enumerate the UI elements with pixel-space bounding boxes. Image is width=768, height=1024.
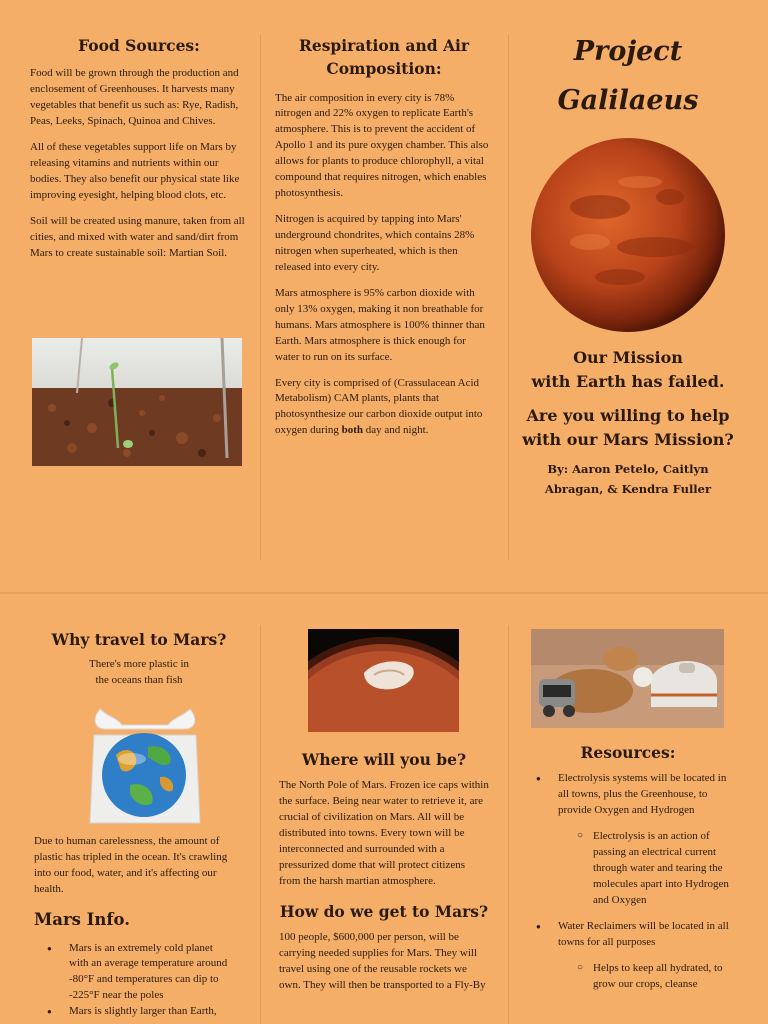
mars-info-list [34,941,234,1021]
how-paragraph: 100 people, $600,000 per person, will be carrying needed supplies for Mars. They will travel using one of the reusable rockets we own. They will then be transported to a Fly-By [279,931,486,991]
resources-sublist [520,961,736,993]
mars-planet-image [530,137,726,333]
air-paragraph: Mars atmosphere is 95% carbon dioxide with only 13% oxygen, making it non breathable for humans. Mars atmosphere is 100% thinner than Earth. Mars atmosphere is thick enough for water to run on its surface. [275,286,485,363]
where-panel [279,748,489,1004]
mars-info-item: ● Mars is an extremely cold planet with an average temperature around -80°F and temperatures can dip to -225°F near the poles [69,941,234,1005]
resources-item: ● Water Reclaimers will be located in all towns for all purposes [558,919,736,951]
food-heading: Food Sources: [78,36,200,55]
resources-list [520,771,736,819]
resources-sublist [520,829,736,909]
question-line: with our Mars Mission? [522,430,734,449]
air-text: Every city is comprised of (Crassulacean Acid Metabolism) CAM plants, plants that photosynthesize our carbon dioxide output into oxygen during [275,376,483,437]
column-divider [260,625,261,1024]
resources-subitem: ○ Electrolysis is an action of passing an electrical current through water and tearing the molecules apart into Hydrogen and Oxygen [593,829,736,909]
resources-item: ● Electrolysis systems will be located in all towns, plus the Greenhouse, to provide Oxygen and Hydrogen [558,771,736,819]
air-paragraph [275,376,493,440]
where-paragraph: The North Pole of Mars. Frozen ice caps within the surface. Being near water to retrieve it, are crucial of civilization on Mars. All will be distributed into towns. Every town will be interconnected and surrounded with a pressurized dome that will protect citizens from the harsh martian atmosphere. [279,779,489,887]
why-panel [34,628,244,689]
seedling-photo [32,338,242,466]
authors-line: Abragan, & Kendra Fuller [544,481,712,496]
air-panel [275,34,493,449]
column-divider [260,35,261,560]
why-body [34,834,234,1020]
resources-subitem: ○ Helps to keep all hydrated, to grow our crops, cleanse [593,961,736,993]
cover-panel [520,28,736,125]
mission-line: Our Mission [573,348,683,367]
question-line: Are you willing to help [526,406,730,425]
food-paragraph: Soil will be created using manure, taken from all cities, and mixed with water and sand/dirt from Mars to create sustainable soil: Martian Soil. [30,214,245,259]
fold-divider [0,592,768,594]
air-text: day and night. [363,424,429,437]
why-heading: Why travel to Mars? [51,630,227,649]
air-paragraph: The air composition in every city is 78% nitrogen and 22% oxygen to replicate Earth's atmosphere. This is to prevent the accident of Apollo 1 and its pure oxygen chamber. This also allows for plants to produce chlorophyll, a vital compound that requires nitrogen, which enables photosynthesis. [275,91,489,200]
resources-list [520,919,736,951]
project-title: Project [573,36,683,67]
mars-habitat-image [531,629,724,728]
air-emphasis: both [341,424,364,437]
resources-heading: Resources: [580,743,676,762]
column-divider [508,625,509,1024]
mission-block [520,346,736,499]
mars-north-pole-image [308,629,459,732]
air-heading: Respiration and Air Composition: [298,36,470,79]
mars-info-item: ● Mars is slightly larger than Earth, [69,1004,234,1020]
how-heading: How do we get to Mars? [279,901,489,921]
food-paragraph: All of these vegetables support life on Mars by releasing vitamins and nutrients within our bodies. They also benefit our physical state like improving eyesight, helping blood clots, etc. [30,141,240,201]
resources-panel [520,741,736,993]
food-panel [30,34,248,272]
where-heading: Where will you be? [301,750,467,769]
air-paragraph: Nitrogen is acquired by tapping into Mars' underground chondrites, which contains 28% nitrogen when superheated, which is then released into every city. [275,213,475,273]
authors-line: By: Aaron Petelo, Caitlyn [547,462,709,476]
why-paragraph: Due to human carelessness, the amount of plastic has tripled in the ocean. It's crawling into our food, water, and it's affecting our health. [34,835,228,895]
plastic-bag-earth-image [86,705,204,825]
why-tagline: There's more plastic in [88,658,190,671]
mission-line: with Earth has failed. [531,372,725,391]
mars-info-heading: Mars Info. [34,909,130,929]
project-title: Galilaeus [557,84,699,116]
why-tagline: the oceans than fish [95,674,183,687]
column-divider [508,35,509,560]
food-paragraph: Food will be grown through the production and enclosement of Greenhouses. It harvests many vegetables that benefit us such as: Rye, Radish, Peas, Leeks, Spinach, Quinoa and Chives. [30,67,239,128]
